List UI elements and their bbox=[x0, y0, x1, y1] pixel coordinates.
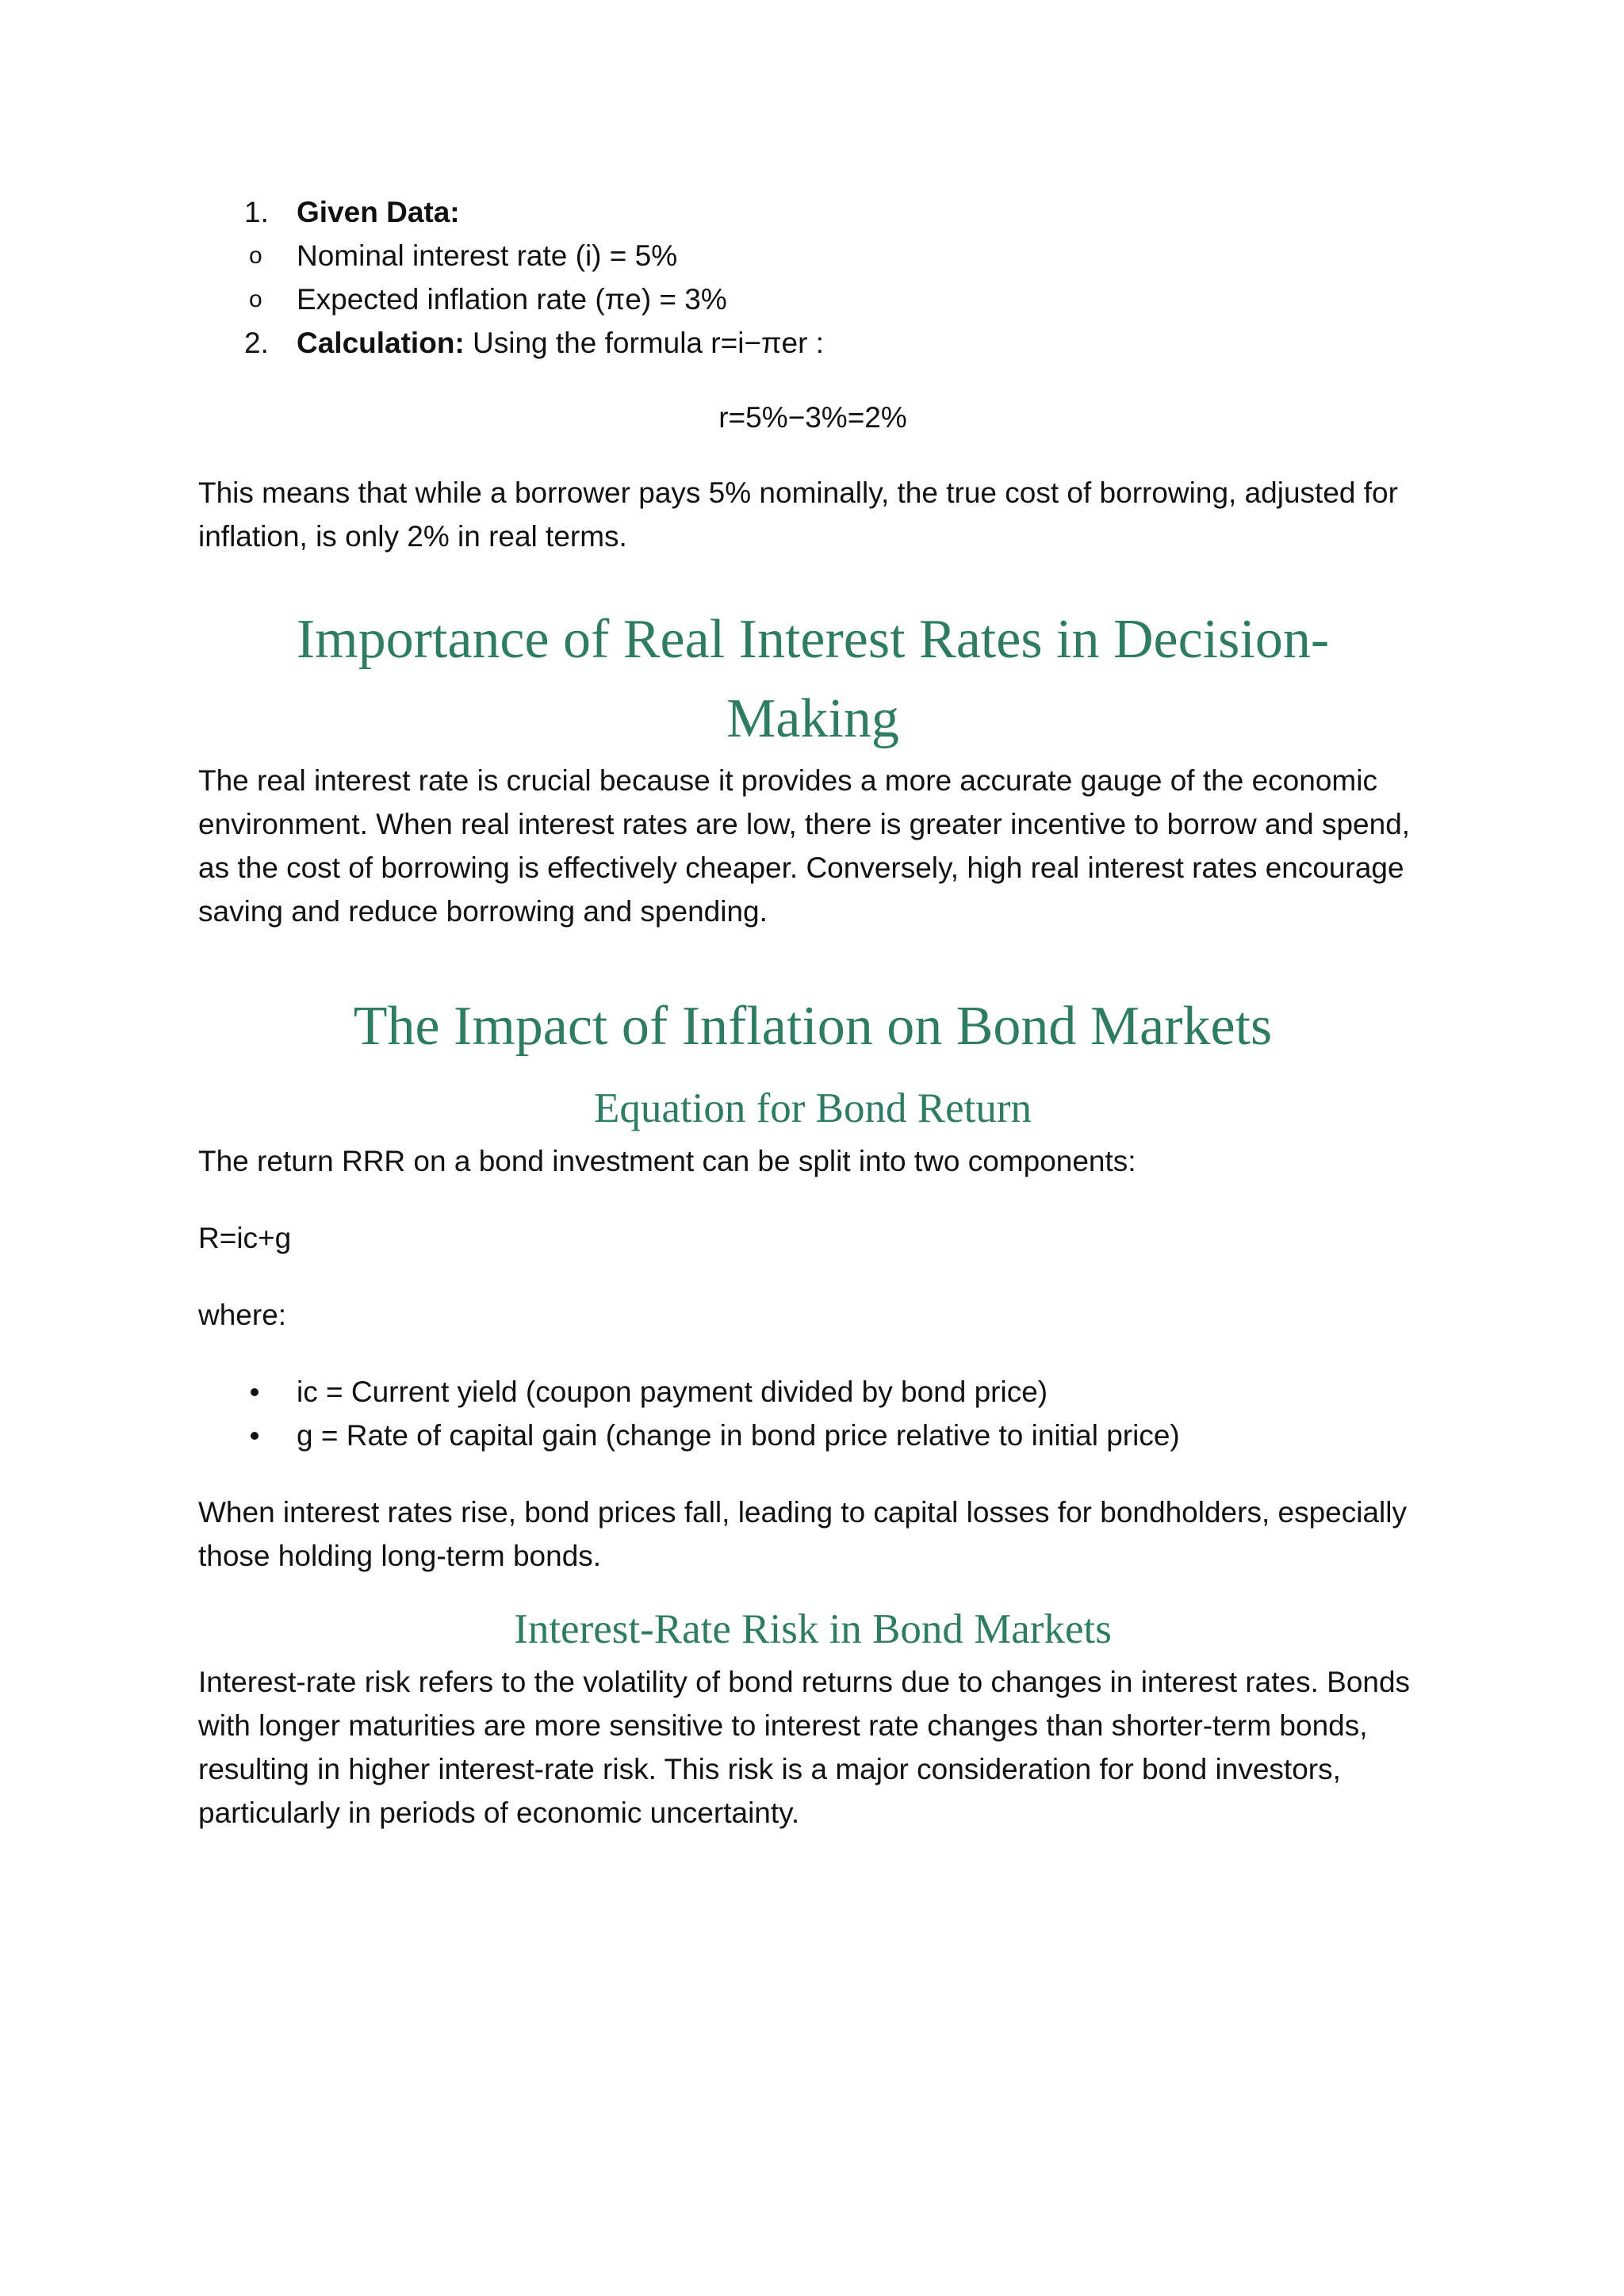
paragraph-importance: The real interest rate is crucial because it provides a more accurate gauge of the economic environment. When real interest rates are low, there is greater incentive to borrow and spend, as the cost of borrowing is effectively cheaper. Conversely, high real interest rates encourage saving and reduce borrowing and spending. bbox=[198, 764, 1411, 928]
spacer bbox=[198, 933, 1427, 987]
given-data-sublist bbox=[198, 234, 1427, 321]
list-number: 1. bbox=[244, 196, 269, 228]
document-page bbox=[198, 190, 1427, 1835]
spacer bbox=[198, 1183, 1427, 1216]
spacer bbox=[198, 1578, 1427, 1598]
spacer bbox=[198, 1066, 1427, 1077]
paragraph-return: The return RRR on a bond investment can be split into two components: bbox=[198, 1145, 1136, 1177]
sub-list-item bbox=[198, 234, 1427, 277]
formula-result: r=5%−3%=2% bbox=[718, 401, 907, 434]
list-item-given-data bbox=[198, 190, 1427, 234]
heading-importance bbox=[198, 600, 1427, 759]
components-list bbox=[198, 1370, 1427, 1457]
heading-equation: Equation for Bond Return bbox=[594, 1085, 1032, 1131]
bullet-icon bbox=[251, 1432, 259, 1440]
list-item bbox=[198, 1414, 1427, 1457]
spacer bbox=[198, 1260, 1427, 1293]
paragraph-risk: Interest-rate risk refers to the volatility of bond returns due to changes in interest rates. Bonds with longer maturities are more sensitive to interest rate changes than shorter-term bonds, resulting in higher interest-rate risk. This risk is a major consideration for bond investors, particularly in periods of economic uncertainty. bbox=[198, 1666, 1411, 1829]
nominal-rate-text: Nominal interest rate (i) = 5% bbox=[297, 239, 678, 272]
heading-importance-line1: Importance of Real Interest Rates in Decision- bbox=[296, 609, 1330, 670]
paragraph-rates-rise: When interest rates rise, bond prices fall, leading to capital losses for bondholders, especially those holding long-term bonds. bbox=[198, 1496, 1407, 1572]
inflation-rate-text: Expected inflation rate (πe) = 3% bbox=[297, 283, 727, 316]
formula-return: R=ic+g bbox=[198, 1222, 292, 1254]
calculation-text: Using the formula r=i−πer : bbox=[464, 327, 825, 359]
circle-bullet-icon: o bbox=[249, 286, 262, 312]
bullet-icon bbox=[251, 1388, 259, 1396]
heading-importance-line2: Making bbox=[726, 688, 899, 749]
component-capital-gain: g = Rate of capital gain (change in bond price relative to initial price) bbox=[297, 1419, 1180, 1452]
calculation-heading: Calculation: bbox=[297, 327, 465, 359]
heading-risk: Interest-Rate Risk in Bond Markets bbox=[514, 1606, 1112, 1652]
paragraph-borrower: This means that while a borrower pays 5% nominally, the true cost of borrowing, adjusted for inflation, is only 2% in real terms. bbox=[198, 476, 1398, 553]
heading-impact: The Impact of Inflation on Bond Markets bbox=[353, 996, 1273, 1057]
where-label: where: bbox=[198, 1299, 287, 1331]
spacer bbox=[198, 558, 1427, 600]
given-data-heading: Given Data: bbox=[297, 196, 460, 228]
circle-bullet-icon: o bbox=[249, 243, 262, 269]
list-item-calculation bbox=[198, 321, 1427, 365]
spacer bbox=[198, 1457, 1427, 1490]
list-item bbox=[198, 1370, 1427, 1414]
list-number: 2. bbox=[244, 327, 269, 359]
component-current-yield: ic = Current yield (coupon payment divided by bond price) bbox=[297, 1376, 1048, 1408]
spacer bbox=[198, 1337, 1427, 1370]
sub-list-item bbox=[198, 277, 1427, 321]
